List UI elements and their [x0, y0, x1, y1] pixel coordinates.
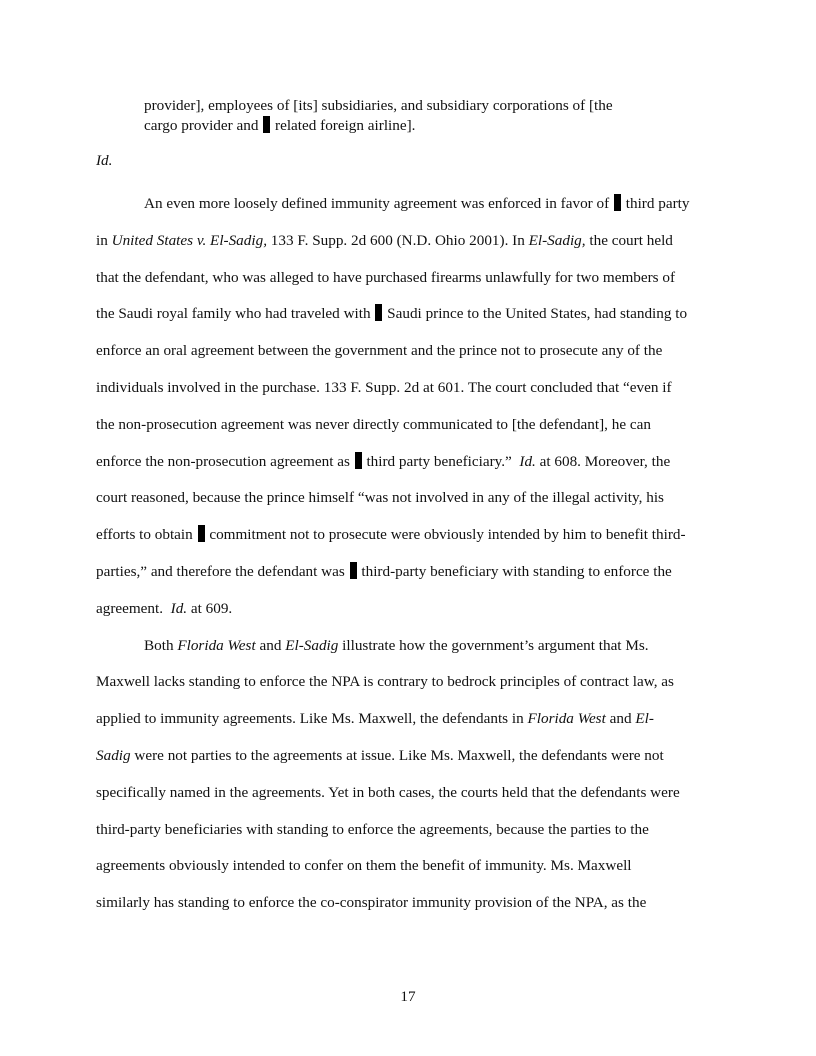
quote-line [144, 116, 684, 136]
text-run: 133 F. Supp. 2d 600 (N.D. Ohio 2001). In [270, 231, 525, 249]
text-line: agreements obviously intended to confer on them the benefit of immunity. Ms. Maxwell [96, 857, 632, 875]
text-run: the Saudi royal family who had traveled with [96, 305, 371, 323]
text-line: the non-prosecution agreement was never directly communicated to [the defendant], he can [96, 415, 651, 433]
text-run: enforce the non-prosecution agreement as [96, 452, 350, 470]
quote-text: cargo provider and [144, 117, 259, 134]
text-run: parties,” and therefore the defendant was [96, 562, 345, 580]
text-run: Saudi prince to the United States, had standing to [387, 305, 688, 323]
page-number: 17 [400, 988, 416, 1005]
case-name: Florida West [527, 710, 606, 728]
redaction-mark [614, 194, 621, 211]
quote-line: provider], employees of [its] subsidiaries, and subsidiary corporations of [the [144, 97, 613, 114]
text-run: and [259, 636, 282, 654]
text-run: third party [625, 195, 690, 212]
text-run: at 608. Moreover, the [539, 452, 671, 470]
case-name: El-Sadig, [528, 231, 586, 249]
text-line: court reasoned, because the prince himself “was not involved in any of the illegal activity, his [96, 489, 664, 507]
text-run: at 609. [190, 599, 233, 617]
text-run: commitment not to prosecute were obviously intended by him to benefit third- [209, 526, 686, 544]
text-line: third-party beneficiaries with standing to enforce the agreements, because the parties to the [96, 820, 649, 838]
block-quote [144, 96, 684, 136]
text-line [48, 223, 718, 260]
text-line [48, 296, 718, 333]
body-text [96, 186, 718, 922]
paragraph-comparison [96, 628, 718, 922]
text-line [96, 628, 718, 665]
id-citation: Id. [519, 452, 536, 470]
redaction-mark [263, 116, 270, 133]
text-line [48, 444, 718, 481]
text-line [48, 591, 718, 628]
case-name: El- [635, 710, 654, 728]
text-line: enforce an oral agreement between the government and the prince not to prosecute any of the [96, 342, 663, 360]
case-name: El-Sadig [285, 636, 339, 654]
text-line: that the defendant, who was alleged to have purchased firearms unlawfully for two members of [96, 268, 676, 286]
id-citation: Id. [170, 599, 188, 617]
text-run: third party beneficiary.” [366, 452, 512, 470]
redaction-mark [350, 562, 357, 579]
case-name: Sadig [96, 746, 131, 764]
text-run: agreement. [96, 599, 164, 617]
id-citation: Id. [96, 152, 113, 169]
text-run: Both [144, 636, 174, 654]
case-name: United States v. El-Sadig, [111, 231, 267, 249]
quote-text: related foreign airline]. [275, 117, 416, 134]
text-line: similarly has standing to enforce the co-conspirator immunity provision of the NPA, as the [96, 894, 647, 912]
text-run: the court held [589, 231, 673, 249]
redaction-mark [198, 525, 205, 542]
text-line [48, 738, 718, 775]
text-line: specifically named in the agreements. Yet in both cases, the courts held that the defendants were [96, 783, 680, 801]
redaction-mark [375, 304, 382, 321]
text-run: in [96, 231, 108, 249]
text-run: third-party beneficiary with standing to enforce the [361, 562, 672, 580]
paragraph-el-sadig [96, 186, 718, 628]
text-run: illustrate how the government’s argument that Ms. [342, 636, 649, 654]
text-line [48, 701, 718, 738]
text-line [96, 186, 718, 223]
text-run: An even more loosely defined immunity agreement was enforced in favor of [144, 195, 610, 212]
text-line: individuals involved in the purchase. 133 F. Supp. 2d at 601. The court concluded that “even if [96, 378, 672, 396]
text-run: applied to immunity agreements. Like Ms. Maxwell, the defendants in [96, 710, 524, 728]
text-line: Maxwell lacks standing to enforce the NPA is contrary to bedrock principles of contract law, as [96, 673, 674, 691]
text-run: were not parties to the agreements at issue. Like Ms. Maxwell, the defendants were not [134, 746, 664, 764]
text-line [48, 517, 718, 554]
text-run: efforts to obtain [96, 526, 193, 544]
text-line [48, 554, 718, 591]
redaction-mark [355, 452, 362, 469]
text-run: and [609, 710, 632, 728]
case-name: Florida West [177, 636, 256, 654]
